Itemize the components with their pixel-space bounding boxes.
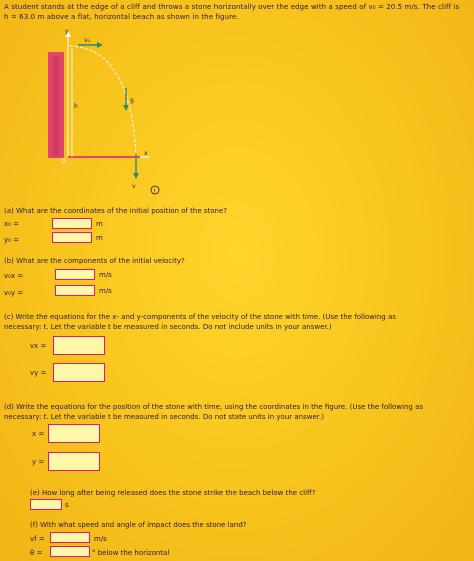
origin-label: O <box>61 158 66 165</box>
x0-unit: m <box>96 220 103 228</box>
x0-input[interactable] <box>52 218 92 229</box>
g-label: g <box>130 97 134 104</box>
v0y-input[interactable] <box>55 285 95 296</box>
part-e-question: (e) How long after being released does the stone strike the beach below the cliff? <box>30 489 316 497</box>
x-input[interactable] <box>48 424 100 443</box>
y0-unit: m <box>96 234 103 242</box>
part-b-question: (b) What are the components of the initial velocity? <box>4 257 185 265</box>
v0x-input[interactable] <box>55 269 95 280</box>
vx-input[interactable] <box>53 336 105 355</box>
time-input[interactable] <box>30 499 62 510</box>
part-c-question-line-1: (c) Write the equations for the x- and y-components of the velocity of the stone with time. (Use the following as <box>4 313 396 321</box>
v0x-label: v₀x = <box>4 272 24 280</box>
y0-input[interactable] <box>52 232 92 243</box>
part-d-question-line-1: (d) Write the equations for the position of the stone with time, using the coordinates in the figure. (Use the following as <box>4 403 424 411</box>
v0y-label: v₀y = <box>4 289 24 297</box>
part-d-question-line-2: necessary: t. Let the variable t be measured in seconds. Do not state units in your answer.) <box>4 413 324 421</box>
theta-input[interactable] <box>50 546 90 557</box>
v0y-unit: m/s <box>99 287 112 295</box>
vf-input[interactable] <box>50 532 90 543</box>
part-c-question-line-2: necessary: t. Let the variable t be measured in seconds. Do not include units in your answer.) <box>4 323 332 331</box>
problem-line-2: h = 63.0 m above a flat, horizontal beach as shown in the figure. <box>4 13 239 21</box>
vy-label: vy = <box>30 369 47 377</box>
h-label: h <box>74 103 78 110</box>
theta-label: θ = <box>30 549 43 557</box>
vx-label: vx = <box>30 342 47 350</box>
problem-line-1: A student stands at the edge of a cliff and throws a stone horizontally over the edge with a speed of v₀ = 20.5 m/s. The cliff is <box>4 3 460 11</box>
cliff-figure <box>40 26 165 201</box>
x0-label: x₀ = <box>4 220 20 228</box>
y0-label: y₀ = <box>4 236 20 244</box>
vf-label: vf = <box>30 535 45 543</box>
info-icon-glyph: i <box>153 187 156 195</box>
vy-input[interactable] <box>53 363 105 382</box>
part-f-question: (f) With what speed and angle of impact does the stone land? <box>30 521 247 529</box>
v0-label: v₀ <box>84 37 90 44</box>
x-label: x = <box>32 430 45 438</box>
y-label: y = <box>32 458 45 466</box>
y-input[interactable] <box>48 452 100 471</box>
x-axis-label: x <box>144 150 148 157</box>
vf-unit: m/s <box>94 535 107 543</box>
part-a-question: (a) What are the coordinates of the initial position of the stone? <box>4 207 227 215</box>
v0x-unit: m/s <box>99 271 112 279</box>
v-label: v <box>132 183 136 190</box>
theta-unit: ° below the horizontal <box>92 549 170 557</box>
time-unit: s <box>65 501 69 509</box>
y-axis-label: y <box>65 28 69 35</box>
